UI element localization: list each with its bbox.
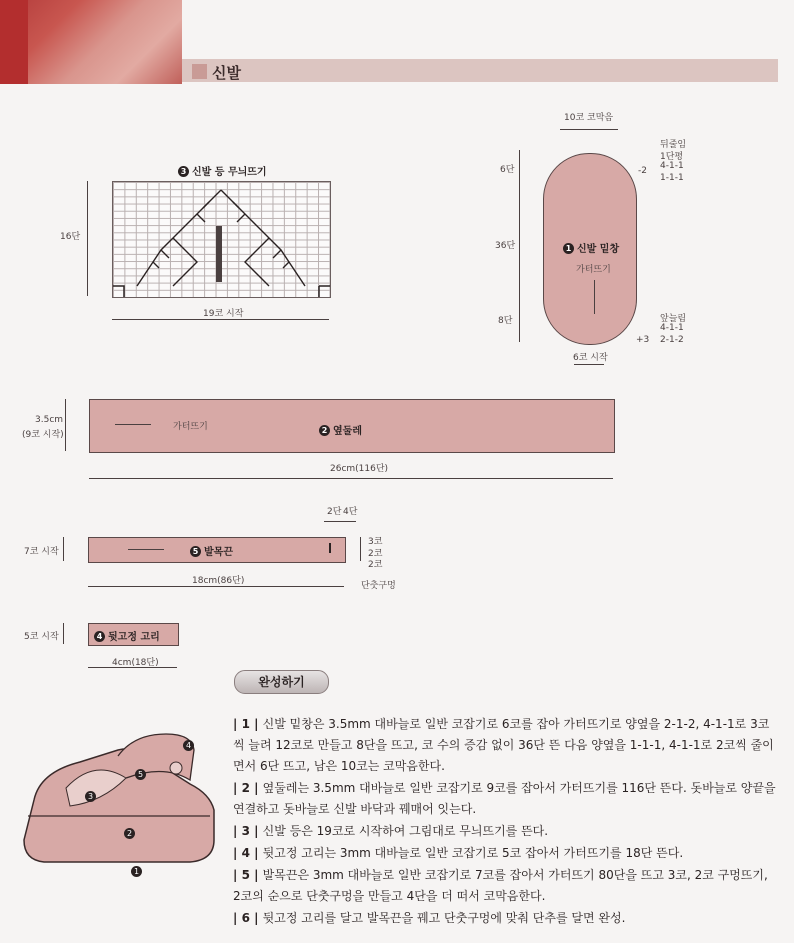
chart-start-label: 19코 시작: [203, 309, 244, 319]
ankle-width-line: [88, 586, 344, 587]
sole-rows-mid: 36단: [495, 241, 516, 251]
sole-top-label: 10코 코막음: [564, 113, 614, 123]
chart-rows-label: 16단: [60, 232, 81, 242]
step-4: | 4 | 뒷고정 고리는 3mm 대바늘로 일반 코잡기로 5코 잡아서 가터뜨기를 18단 뜬다.: [233, 846, 684, 860]
heel-height-line: [63, 623, 64, 644]
ankle-rows-2: 2단: [327, 507, 342, 517]
side-stitch: 가터뜨기: [173, 422, 208, 432]
step-4-text: 뒷고정 고리는 3mm 대바늘로 일반 코잡기로 5코 잡아서 가터뜨기를 18단 뜬다.: [262, 846, 684, 860]
step-6-text: 뒷고정 고리를 달고 발목끈을 꿰고 단춧구멍에 맞춰 단추를 달면 완성.: [262, 911, 626, 925]
heel-start: 5코 시작: [24, 632, 59, 642]
step-1-text: 신발 밑창은 3.5mm 대바늘로 일반 코잡기로 6코를 잡아 가터뜨기로 양옆을 2-1-2, 4-1-1로 3코씩 늘려 12코로 만들고 8단을 뜨고, 코 수의 증감 없이 36단 뜬 다음 양옆을 1-1-1, 4-1-1로 2코씩 줄이면서 6단 뜨고, 남은 10코는 코막음한다.: [233, 717, 774, 773]
shoe-marker-4: 4: [183, 740, 194, 751]
sole-back-2: 4-1-1: [660, 161, 684, 171]
step-3-text: 신발 등은 19코로 시작하여 그림대로 무늬뜨기를 뜬다.: [262, 824, 549, 838]
ankle-c2a: 2코: [368, 549, 383, 559]
step-2: | 2 | 옆둘레는 3.5mm 대바늘로 일반 코잡기로 9코를 잡아서 가터뜨기를 116단 뜬다. 돗바늘로 양끝을 연결하고 돗바늘로 신발 바닥과 꿰매어 잇는다.: [233, 781, 776, 816]
step-3: | 3 | 신발 등은 19코로 시작하여 그림대로 무늬뜨기를 뜬다.: [233, 824, 549, 838]
stitch-chart-grid: [112, 181, 331, 298]
sole-back-minus: -2: [638, 166, 647, 176]
ankle-number-badge: 5: [190, 546, 201, 557]
sole-back-3: 1-1-1: [660, 173, 684, 183]
sole-rows-bottom: 8단: [498, 316, 513, 326]
step-6: | 6 | 뒷고정 고리를 달고 발목끈을 꿰고 단춧구멍에 맞춰 단추를 달면 완성.: [233, 911, 626, 925]
buttonhole-label: 단춧구멍: [361, 581, 396, 591]
chart-number-badge: 3: [178, 166, 189, 177]
chart-height-line: [87, 181, 88, 296]
side-height-sub: (9코 시작): [22, 430, 64, 440]
sole-front-title: 앞늘림: [660, 314, 687, 324]
ankle-c2b: 2코: [368, 560, 383, 570]
sole-label: 신발 밑창: [577, 244, 620, 255]
sole-stitch: 가터뜨기: [576, 265, 611, 275]
ankle-height-line: [63, 537, 64, 561]
ankle-rows-line: [324, 521, 356, 522]
sole-start-line: [574, 364, 604, 365]
sole-top-line: [560, 129, 618, 130]
ankle-start: 7코 시작: [24, 547, 59, 557]
sole-start-label: 6코 시작: [573, 353, 608, 363]
side-direction-arrow: [115, 424, 151, 425]
sole-number-badge: 1: [563, 243, 574, 254]
heel-number-badge: 4: [94, 631, 105, 642]
side-width-line: [89, 478, 613, 479]
ankle-stitch-line: [360, 537, 361, 561]
sole-title: [563, 240, 619, 255]
side-height: 3.5cm: [35, 415, 64, 425]
knit-photo-shadow: [0, 0, 28, 84]
heel-title: [94, 628, 160, 643]
sole-front-2: 2-1-2: [660, 335, 684, 345]
chart-label: 신발 등 무늬뜨기: [192, 167, 267, 178]
sole-back-1: 1단평: [660, 152, 684, 162]
ankle-label: 발목끈: [204, 547, 233, 558]
shoe-marker-1: 1: [131, 866, 142, 877]
sole-back-title: 뒤줄임: [660, 140, 687, 150]
chart-title: [178, 163, 267, 178]
shoe-marker-2: 2: [124, 828, 135, 839]
step-2-text: 옆둘레는 3.5mm 대바늘로 일반 코잡기로 9코를 잡아서 가터뜨기를 116단 뜬다. 돗바늘로 양끝을 연결하고 돗바늘로 신발 바닥과 꿰매어 잇는다.: [233, 781, 776, 816]
side-band-title: [319, 422, 362, 437]
ankle-c3: 3코: [368, 537, 383, 547]
side-width: 26cm(116단): [330, 464, 389, 474]
ankle-direction-arrow: [128, 549, 164, 550]
title-square-icon: [192, 64, 207, 79]
side-height-line: [65, 399, 66, 451]
finish-heading: 완성하기: [234, 670, 329, 694]
sole-height-line: [519, 150, 520, 342]
ankle-rows-4: 4단: [343, 507, 358, 517]
side-label: 옆둘레: [333, 426, 362, 437]
sole-direction-arrow: [594, 280, 595, 314]
side-number-badge: 2: [319, 425, 330, 436]
buttonhole-mark: [329, 543, 331, 553]
ankle-title: [190, 543, 233, 558]
step-5-text: 발목끈은 3mm 대바늘로 일반 코잡기로 7코를 잡아서 가터뜨기 80단을 뜨고 3코, 2코 구멍뜨기, 2코의 순으로 단춧구멍을 만들고 4단을 더 떠서 코막음한다.: [233, 868, 768, 903]
shoe-marker-3: 3: [85, 791, 96, 802]
shoe-marker-5: 5: [135, 769, 146, 780]
ankle-width: 18cm(86단): [192, 576, 245, 586]
chart-width-line: [112, 319, 329, 320]
heel-width: 4cm(18단): [112, 658, 159, 668]
sole-front-plus: +3: [636, 335, 650, 345]
sole-front-1: 4-1-1: [660, 323, 684, 333]
step-1: | 1 | 신발 밑창은 3.5mm 대바늘로 일반 코잡기로 6코를 잡아 가터뜨기로 양옆을 2-1-2, 4-1-1로 3코씩 늘려 12코로 만들고 8단을 뜨고, 코 수의 증감 없이 36단 뜬 다음 양옆을 1-1-1, 4-1-1로 2코씩 줄이면서 6단 뜨고, 남은 10코는 코막음한다.: [233, 717, 774, 773]
heel-label: 뒷고정 고리: [108, 632, 160, 643]
section-title: 신발: [212, 64, 241, 82]
chart-pattern: [113, 182, 330, 297]
step-5: | 5 | 발목끈은 3mm 대바늘로 일반 코잡기로 7코를 잡아서 가터뜨기 80단을 뜨고 3코, 2코 구멍뜨기, 2코의 순으로 단춧구멍을 만들고 4단을 더 떠서 코막음한다.: [233, 868, 768, 903]
sole-rows-top: 6단: [500, 165, 515, 175]
